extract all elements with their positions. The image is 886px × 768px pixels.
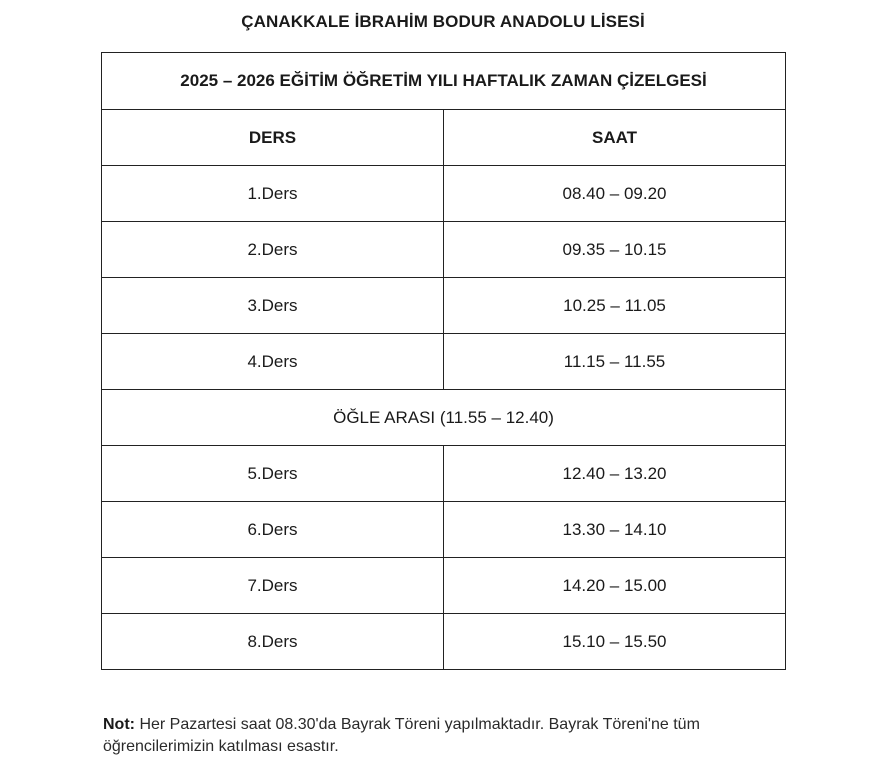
lesson-cell: 2.Ders: [102, 222, 444, 278]
lunch-break-cell: ÖĞLE ARASI (11.55 – 12.40): [102, 390, 786, 446]
table-row: [102, 502, 786, 558]
table-row: [102, 166, 786, 222]
time-cell: 10.25 – 11.05: [444, 278, 786, 334]
school-title: ÇANAKKALE İBRAHİM BODUR ANADOLU LİSESİ: [241, 12, 645, 31]
time-cell: 08.40 – 09.20: [444, 166, 786, 222]
footnote: [103, 714, 803, 758]
time-cell: 09.35 – 10.15: [444, 222, 786, 278]
lesson-cell: 5.Ders: [102, 446, 444, 502]
table-row: [102, 278, 786, 334]
lesson-cell: 8.Ders: [102, 614, 444, 670]
time-cell: 11.15 – 11.55: [444, 334, 786, 390]
note-text: Her Pazartesi saat 08.30'da Bayrak Töreni yapılmaktadır. Bayrak Töreni'ne tüm öğrencilerimizin katılması esastır.: [103, 716, 700, 755]
time-cell: 14.20 – 15.00: [444, 558, 786, 614]
lesson-cell: 3.Ders: [102, 278, 444, 334]
lesson-cell: 1.Ders: [102, 166, 444, 222]
header-time: SAAT: [444, 110, 786, 166]
lesson-cell: 4.Ders: [102, 334, 444, 390]
table-row: [102, 222, 786, 278]
time-cell: 13.30 – 14.10: [444, 502, 786, 558]
table-row: [102, 558, 786, 614]
table-row: [102, 614, 786, 670]
lesson-cell: 7.Ders: [102, 558, 444, 614]
table-row: [102, 334, 786, 390]
time-cell: 12.40 – 13.20: [444, 446, 786, 502]
lunch-break-row: [102, 390, 786, 446]
time-cell: 15.10 – 15.50: [444, 614, 786, 670]
timetable: [101, 52, 786, 670]
note-label: Not:: [103, 716, 135, 733]
header-lesson: DERS: [102, 110, 444, 166]
table-row: [102, 446, 786, 502]
timetable-title: 2025 – 2026 EĞİTİM ÖĞRETİM YILI HAFTALIK ZAMAN ÇİZELGESİ: [102, 53, 786, 110]
lesson-cell: 6.Ders: [102, 502, 444, 558]
